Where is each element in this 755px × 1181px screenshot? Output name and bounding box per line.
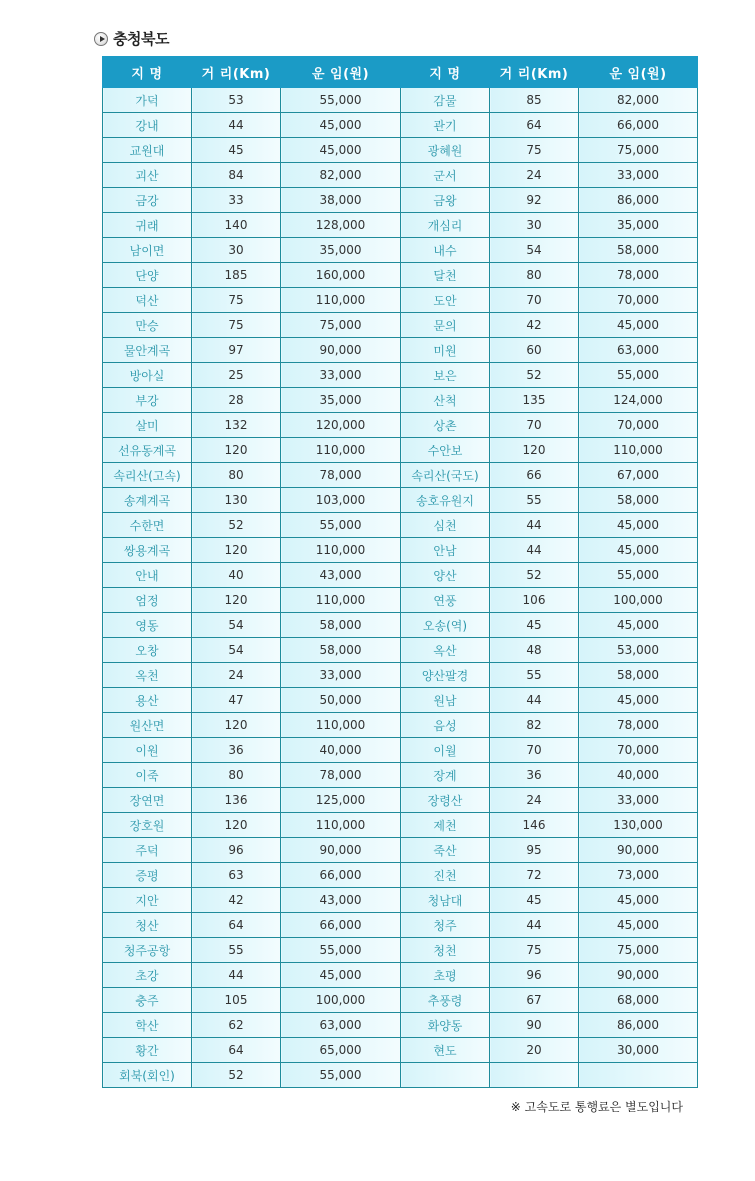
place-name-right-cell: 금왕 <box>401 188 490 213</box>
place-name-right-cell: 속리산(국도) <box>401 463 490 488</box>
place-name-right-cell: 심천 <box>401 513 490 538</box>
distance-right-cell: 24 <box>490 163 579 188</box>
table-row <box>103 988 698 1013</box>
distance-left-cell: 120 <box>192 713 281 738</box>
fare-right-cell: 55,000 <box>579 563 698 588</box>
place-name-left-cell: 금강 <box>103 188 192 213</box>
place-name-right-cell: 상촌 <box>401 413 490 438</box>
fare-right-cell: 86,000 <box>579 188 698 213</box>
place-name-right-cell: 미원 <box>401 338 490 363</box>
header-fare-right: 운 임(원) <box>579 57 698 88</box>
fare-left-cell: 110,000 <box>281 588 401 613</box>
distance-left-cell: 42 <box>192 888 281 913</box>
distance-right-cell: 36 <box>490 763 579 788</box>
distance-right-cell <box>490 1063 579 1088</box>
fare-right-cell: 58,000 <box>579 238 698 263</box>
place-name-right-cell: 장령산 <box>401 788 490 813</box>
fare-left-cell: 45,000 <box>281 138 401 163</box>
distance-right-cell: 75 <box>490 938 579 963</box>
place-name-left-cell: 옥천 <box>103 663 192 688</box>
table-row <box>103 513 698 538</box>
place-name-left-cell: 교원대 <box>103 138 192 163</box>
distance-right-cell: 70 <box>490 738 579 763</box>
fare-left-cell: 66,000 <box>281 913 401 938</box>
place-name-left-cell: 오창 <box>103 638 192 663</box>
fare-left-cell: 55,000 <box>281 513 401 538</box>
place-name-right-cell: 군서 <box>401 163 490 188</box>
fare-right-cell: 45,000 <box>579 913 698 938</box>
fare-left-cell: 100,000 <box>281 988 401 1013</box>
place-name-right-cell <box>401 1063 490 1088</box>
place-name-left-cell: 청주공항 <box>103 938 192 963</box>
distance-left-cell: 97 <box>192 338 281 363</box>
distance-left-cell: 185 <box>192 263 281 288</box>
table-row <box>103 1038 698 1063</box>
distance-left-cell: 28 <box>192 388 281 413</box>
place-name-right-cell: 청주 <box>401 913 490 938</box>
distance-left-cell: 54 <box>192 638 281 663</box>
header-fare-left: 운 임(원) <box>281 57 401 88</box>
distance-right-cell: 44 <box>490 538 579 563</box>
place-name-left-cell: 남이면 <box>103 238 192 263</box>
distance-left-cell: 40 <box>192 563 281 588</box>
table-row <box>103 688 698 713</box>
distance-left-cell: 64 <box>192 913 281 938</box>
table-row <box>103 663 698 688</box>
distance-right-cell: 55 <box>490 488 579 513</box>
place-name-left-cell: 귀래 <box>103 213 192 238</box>
table-row <box>103 838 698 863</box>
fare-right-cell: 130,000 <box>579 813 698 838</box>
place-name-right-cell: 내수 <box>401 238 490 263</box>
table-row <box>103 863 698 888</box>
place-name-right-cell: 화양동 <box>401 1013 490 1038</box>
table-row <box>103 913 698 938</box>
table-row <box>103 263 698 288</box>
place-name-right-cell: 보은 <box>401 363 490 388</box>
section-title-text: 충청북도 <box>113 30 169 48</box>
fare-left-cell: 43,000 <box>281 888 401 913</box>
place-name-right-cell: 송호유원지 <box>401 488 490 513</box>
header-place-right: 지 명 <box>401 57 490 88</box>
table-row <box>103 163 698 188</box>
distance-right-cell: 52 <box>490 563 579 588</box>
fare-right-cell: 33,000 <box>579 788 698 813</box>
place-name-right-cell: 옥산 <box>401 638 490 663</box>
distance-right-cell: 72 <box>490 863 579 888</box>
distance-right-cell: 54 <box>490 238 579 263</box>
fare-right-cell: 30,000 <box>579 1038 698 1063</box>
fare-right-cell: 70,000 <box>579 288 698 313</box>
fare-left-cell: 40,000 <box>281 738 401 763</box>
place-name-right-cell: 청천 <box>401 938 490 963</box>
place-name-right-cell: 관기 <box>401 113 490 138</box>
place-name-left-cell: 황간 <box>103 1038 192 1063</box>
distance-right-cell: 146 <box>490 813 579 838</box>
fare-right-cell: 58,000 <box>579 488 698 513</box>
distance-right-cell: 45 <box>490 613 579 638</box>
fare-left-cell: 90,000 <box>281 338 401 363</box>
table-row <box>103 738 698 763</box>
table-row <box>103 388 698 413</box>
distance-left-cell: 47 <box>192 688 281 713</box>
fare-left-cell: 50,000 <box>281 688 401 713</box>
distance-left-cell: 55 <box>192 938 281 963</box>
fare-left-cell: 75,000 <box>281 313 401 338</box>
fare-left-cell: 128,000 <box>281 213 401 238</box>
place-name-left-cell: 청산 <box>103 913 192 938</box>
fare-left-cell: 38,000 <box>281 188 401 213</box>
table-row <box>103 563 698 588</box>
table-row <box>103 138 698 163</box>
fare-left-cell: 110,000 <box>281 713 401 738</box>
fare-left-cell: 110,000 <box>281 813 401 838</box>
table-row <box>103 313 698 338</box>
place-name-left-cell: 원산면 <box>103 713 192 738</box>
distance-right-cell: 135 <box>490 388 579 413</box>
fare-left-cell: 33,000 <box>281 363 401 388</box>
distance-left-cell: 75 <box>192 313 281 338</box>
distance-right-cell: 67 <box>490 988 579 1013</box>
fare-right-cell: 40,000 <box>579 763 698 788</box>
fare-left-cell: 35,000 <box>281 388 401 413</box>
place-name-left-cell: 주덕 <box>103 838 192 863</box>
fare-left-cell: 65,000 <box>281 1038 401 1063</box>
fare-left-cell: 58,000 <box>281 613 401 638</box>
distance-right-cell: 75 <box>490 138 579 163</box>
fare-right-cell: 82,000 <box>579 88 698 113</box>
place-name-right-cell: 광혜원 <box>401 138 490 163</box>
distance-right-cell: 60 <box>490 338 579 363</box>
play-circle-icon <box>94 32 108 46</box>
fare-left-cell: 45,000 <box>281 113 401 138</box>
table-row <box>103 1013 698 1038</box>
fare-right-cell: 78,000 <box>579 263 698 288</box>
distance-left-cell: 140 <box>192 213 281 238</box>
place-name-left-cell: 부강 <box>103 388 192 413</box>
distance-right-cell: 90 <box>490 1013 579 1038</box>
table-header-row <box>103 57 698 88</box>
table-row <box>103 888 698 913</box>
fare-right-cell: 45,000 <box>579 538 698 563</box>
place-name-left-cell: 선유동계곡 <box>103 438 192 463</box>
fare-right-cell: 68,000 <box>579 988 698 1013</box>
place-name-right-cell: 산척 <box>401 388 490 413</box>
distance-left-cell: 96 <box>192 838 281 863</box>
fare-left-cell: 82,000 <box>281 163 401 188</box>
table-row <box>103 1063 698 1088</box>
fare-right-cell: 63,000 <box>579 338 698 363</box>
distance-left-cell: 52 <box>192 513 281 538</box>
fare-left-cell: 55,000 <box>281 1063 401 1088</box>
place-name-right-cell: 장계 <box>401 763 490 788</box>
table-row <box>103 463 698 488</box>
fare-left-cell: 45,000 <box>281 963 401 988</box>
distance-left-cell: 120 <box>192 438 281 463</box>
fare-left-cell: 35,000 <box>281 238 401 263</box>
distance-right-cell: 24 <box>490 788 579 813</box>
place-name-left-cell: 쌍용계곡 <box>103 538 192 563</box>
distance-right-cell: 30 <box>490 213 579 238</box>
distance-left-cell: 84 <box>192 163 281 188</box>
distance-left-cell: 62 <box>192 1013 281 1038</box>
distance-right-cell: 82 <box>490 713 579 738</box>
place-name-right-cell: 오송(역) <box>401 613 490 638</box>
fare-right-cell: 53,000 <box>579 638 698 663</box>
distance-right-cell: 20 <box>490 1038 579 1063</box>
fare-right-cell: 90,000 <box>579 838 698 863</box>
place-name-right-cell: 문의 <box>401 313 490 338</box>
distance-right-cell: 66 <box>490 463 579 488</box>
place-name-left-cell: 이죽 <box>103 763 192 788</box>
table-row <box>103 213 698 238</box>
table-row <box>103 438 698 463</box>
distance-right-cell: 45 <box>490 888 579 913</box>
distance-right-cell: 92 <box>490 188 579 213</box>
fare-left-cell: 125,000 <box>281 788 401 813</box>
place-name-left-cell: 영동 <box>103 613 192 638</box>
fare-left-cell: 63,000 <box>281 1013 401 1038</box>
place-name-right-cell: 음성 <box>401 713 490 738</box>
distance-left-cell: 64 <box>192 1038 281 1063</box>
distance-left-cell: 120 <box>192 588 281 613</box>
distance-right-cell: 52 <box>490 363 579 388</box>
place-name-left-cell: 강내 <box>103 113 192 138</box>
place-name-left-cell: 수한면 <box>103 513 192 538</box>
header-distance-left: 거 리(Km) <box>192 57 281 88</box>
place-name-right-cell: 감물 <box>401 88 490 113</box>
fare-left-cell: 103,000 <box>281 488 401 513</box>
toll-note: ※ 고속도로 통행료은 별도입니다 <box>510 1100 683 1114</box>
distance-right-cell: 55 <box>490 663 579 688</box>
table-row <box>103 238 698 263</box>
place-name-right-cell: 양산 <box>401 563 490 588</box>
place-name-right-cell: 도안 <box>401 288 490 313</box>
fare-left-cell: 55,000 <box>281 88 401 113</box>
fare-right-cell <box>579 1063 698 1088</box>
place-name-left-cell: 속리산(고속) <box>103 463 192 488</box>
distance-right-cell: 120 <box>490 438 579 463</box>
table-row <box>103 713 698 738</box>
distance-left-cell: 120 <box>192 813 281 838</box>
place-name-right-cell: 안남 <box>401 538 490 563</box>
table-row <box>103 588 698 613</box>
place-name-right-cell: 연풍 <box>401 588 490 613</box>
distance-left-cell: 130 <box>192 488 281 513</box>
distance-left-cell: 53 <box>192 88 281 113</box>
fare-table <box>102 56 698 1088</box>
distance-left-cell: 36 <box>192 738 281 763</box>
distance-right-cell: 85 <box>490 88 579 113</box>
distance-right-cell: 95 <box>490 838 579 863</box>
distance-left-cell: 105 <box>192 988 281 1013</box>
distance-right-cell: 44 <box>490 688 579 713</box>
place-name-left-cell: 살미 <box>103 413 192 438</box>
distance-left-cell: 63 <box>192 863 281 888</box>
table-row <box>103 813 698 838</box>
distance-right-cell: 42 <box>490 313 579 338</box>
place-name-right-cell: 양산팔경 <box>401 663 490 688</box>
table-row <box>103 538 698 563</box>
distance-right-cell: 48 <box>490 638 579 663</box>
fare-left-cell: 120,000 <box>281 413 401 438</box>
fare-right-cell: 58,000 <box>579 663 698 688</box>
place-name-right-cell: 수안보 <box>401 438 490 463</box>
fare-right-cell: 70,000 <box>579 738 698 763</box>
place-name-right-cell: 원남 <box>401 688 490 713</box>
place-name-right-cell: 초평 <box>401 963 490 988</box>
distance-left-cell: 24 <box>192 663 281 688</box>
distance-left-cell: 25 <box>192 363 281 388</box>
table-row <box>103 938 698 963</box>
place-name-right-cell: 제천 <box>401 813 490 838</box>
distance-left-cell: 30 <box>192 238 281 263</box>
fare-right-cell: 45,000 <box>579 888 698 913</box>
fare-left-cell: 78,000 <box>281 763 401 788</box>
distance-left-cell: 80 <box>192 763 281 788</box>
fare-right-cell: 45,000 <box>579 613 698 638</box>
table-row <box>103 113 698 138</box>
place-name-right-cell: 달천 <box>401 263 490 288</box>
place-name-left-cell: 학산 <box>103 1013 192 1038</box>
fare-left-cell: 66,000 <box>281 863 401 888</box>
fare-right-cell: 124,000 <box>579 388 698 413</box>
distance-left-cell: 80 <box>192 463 281 488</box>
distance-right-cell: 44 <box>490 913 579 938</box>
table-row <box>103 613 698 638</box>
fare-right-cell: 33,000 <box>579 163 698 188</box>
place-name-left-cell: 만승 <box>103 313 192 338</box>
fare-left-cell: 78,000 <box>281 463 401 488</box>
fare-right-cell: 73,000 <box>579 863 698 888</box>
fare-left-cell: 160,000 <box>281 263 401 288</box>
place-name-left-cell: 장호원 <box>103 813 192 838</box>
header-distance-right: 거 리(Km) <box>490 57 579 88</box>
distance-left-cell: 45 <box>192 138 281 163</box>
distance-left-cell: 44 <box>192 113 281 138</box>
distance-left-cell: 120 <box>192 538 281 563</box>
place-name-right-cell: 청남대 <box>401 888 490 913</box>
place-name-left-cell: 초강 <box>103 963 192 988</box>
table-row <box>103 338 698 363</box>
fare-left-cell: 43,000 <box>281 563 401 588</box>
fare-right-cell: 75,000 <box>579 938 698 963</box>
distance-left-cell: 44 <box>192 963 281 988</box>
distance-right-cell: 70 <box>490 413 579 438</box>
table-row <box>103 363 698 388</box>
fare-right-cell: 110,000 <box>579 438 698 463</box>
place-name-left-cell: 장연면 <box>103 788 192 813</box>
fare-right-cell: 75,000 <box>579 138 698 163</box>
distance-left-cell: 136 <box>192 788 281 813</box>
distance-right-cell: 80 <box>490 263 579 288</box>
fare-left-cell: 33,000 <box>281 663 401 688</box>
distance-right-cell: 64 <box>490 113 579 138</box>
fare-left-cell: 90,000 <box>281 838 401 863</box>
place-name-left-cell: 방아실 <box>103 363 192 388</box>
table-row <box>103 488 698 513</box>
table-row <box>103 963 698 988</box>
fare-left-cell: 110,000 <box>281 288 401 313</box>
place-name-right-cell: 추풍령 <box>401 988 490 1013</box>
place-name-left-cell: 가덕 <box>103 88 192 113</box>
place-name-left-cell: 회북(회인) <box>103 1063 192 1088</box>
distance-right-cell: 70 <box>490 288 579 313</box>
fare-right-cell: 45,000 <box>579 688 698 713</box>
fare-right-cell: 45,000 <box>579 313 698 338</box>
table-row <box>103 638 698 663</box>
place-name-left-cell: 송계계곡 <box>103 488 192 513</box>
distance-right-cell: 96 <box>490 963 579 988</box>
distance-left-cell: 75 <box>192 288 281 313</box>
table-row <box>103 188 698 213</box>
distance-right-cell: 106 <box>490 588 579 613</box>
fare-right-cell: 66,000 <box>579 113 698 138</box>
fare-left-cell: 110,000 <box>281 538 401 563</box>
place-name-right-cell: 현도 <box>401 1038 490 1063</box>
place-name-left-cell: 괴산 <box>103 163 192 188</box>
place-name-left-cell: 증평 <box>103 863 192 888</box>
place-name-left-cell: 단양 <box>103 263 192 288</box>
table-row <box>103 288 698 313</box>
place-name-right-cell: 진천 <box>401 863 490 888</box>
distance-left-cell: 52 <box>192 1063 281 1088</box>
place-name-left-cell: 충주 <box>103 988 192 1013</box>
table-body <box>103 88 698 1088</box>
fare-right-cell: 55,000 <box>579 363 698 388</box>
fare-right-cell: 35,000 <box>579 213 698 238</box>
fare-left-cell: 58,000 <box>281 638 401 663</box>
fare-right-cell: 70,000 <box>579 413 698 438</box>
place-name-right-cell: 개심리 <box>401 213 490 238</box>
place-name-right-cell: 이월 <box>401 738 490 763</box>
table-row <box>103 413 698 438</box>
place-name-left-cell: 용산 <box>103 688 192 713</box>
place-name-left-cell: 지안 <box>103 888 192 913</box>
distance-right-cell: 44 <box>490 513 579 538</box>
table-row <box>103 88 698 113</box>
fare-right-cell: 45,000 <box>579 513 698 538</box>
distance-left-cell: 54 <box>192 613 281 638</box>
table-row <box>103 788 698 813</box>
distance-left-cell: 132 <box>192 413 281 438</box>
place-name-left-cell: 안내 <box>103 563 192 588</box>
place-name-right-cell: 죽산 <box>401 838 490 863</box>
fare-left-cell: 110,000 <box>281 438 401 463</box>
fare-right-cell: 90,000 <box>579 963 698 988</box>
header-place-left: 지 명 <box>103 57 192 88</box>
fare-left-cell: 55,000 <box>281 938 401 963</box>
fare-right-cell: 86,000 <box>579 1013 698 1038</box>
fare-right-cell: 78,000 <box>579 713 698 738</box>
place-name-left-cell: 이원 <box>103 738 192 763</box>
section-title <box>94 28 169 49</box>
distance-left-cell: 33 <box>192 188 281 213</box>
place-name-left-cell: 덕산 <box>103 288 192 313</box>
place-name-left-cell: 엄정 <box>103 588 192 613</box>
table-row <box>103 763 698 788</box>
place-name-left-cell: 물안계곡 <box>103 338 192 363</box>
fare-right-cell: 100,000 <box>579 588 698 613</box>
fare-right-cell: 67,000 <box>579 463 698 488</box>
